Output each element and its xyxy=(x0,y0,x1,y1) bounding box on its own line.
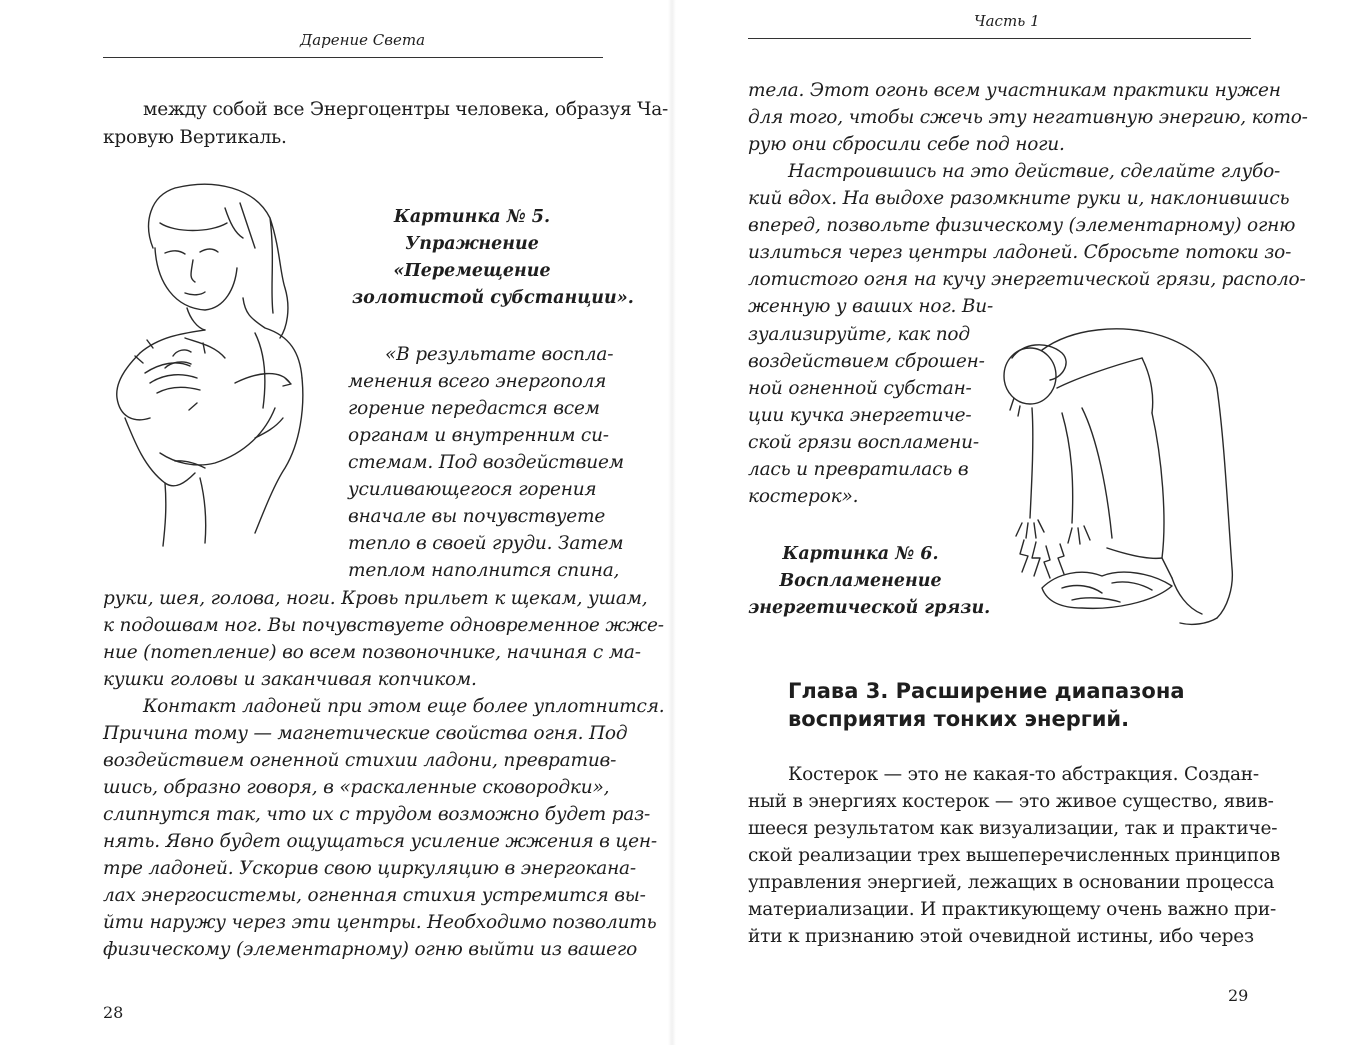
body-line: тепло в своей груди. Затем xyxy=(348,533,624,554)
woman-with-hands-on-chest-illustration xyxy=(105,178,320,548)
header-rule xyxy=(748,38,1251,39)
body-line: нять. Явно будет ощущаться усиление жжения в цен- xyxy=(103,831,657,852)
body-line: горение передастся всем xyxy=(348,398,600,419)
body-line: физическому (элементарному) огню выйти из вашего xyxy=(103,939,638,960)
body-line: органам и внутренним си- xyxy=(348,425,609,446)
caption-line: «Перемещение xyxy=(393,261,551,281)
body-line: ции кучка энергетиче- xyxy=(748,405,972,426)
caption-line: Картинка № 5. xyxy=(393,207,551,227)
body-line: руки, шея, голова, ноги. Кровь прильет к щекам, ушам, xyxy=(103,588,648,609)
chapter-heading-line: Глава 3. Расширение диапазона xyxy=(788,679,1185,703)
body-line: излиться через центры ладоней. Сбросьте потоки зо- xyxy=(748,242,1292,263)
body-line: лась и превратилась в xyxy=(748,459,969,480)
chapter-heading-line: восприятия тонких энергий. xyxy=(788,707,1130,731)
body-line: лах энергосистемы, огненная стихия устремится вы- xyxy=(103,885,646,906)
right-page xyxy=(672,0,1345,1045)
running-head: Дарение Света xyxy=(300,31,426,49)
body-line: ный в энергиях костерок — это живое существо, явив- xyxy=(748,791,1274,812)
body-line: воздействием огненной стихии ладони, превратив- xyxy=(103,750,617,771)
page-number: 28 xyxy=(103,1003,124,1022)
body-line: слипнутся так, что их с трудом возможно будет раз- xyxy=(103,804,651,825)
body-line: менения всего энергополя xyxy=(348,371,607,392)
body-line: управления энергией, лежащих в основании процесса xyxy=(748,872,1275,893)
body-line: стемам. Под воздействием xyxy=(348,452,624,473)
body-line: вначале вы почувствуете xyxy=(348,506,606,527)
body-line: шееся результатом как визуализации, так и практиче- xyxy=(748,818,1278,839)
body-line: зуализируйте, как под xyxy=(748,324,970,345)
body-line: ской грязи воспламени- xyxy=(748,432,979,453)
body-line: Костерок — это не какая-то абстракция. Создан- xyxy=(788,764,1259,785)
body-line: материализации. И практикующему очень важно при- xyxy=(748,899,1277,920)
running-head: Часть 1 xyxy=(974,12,1040,30)
body-line: тела. Этот огонь всем участникам практики нужен xyxy=(748,80,1281,101)
body-line: шись, образно говоря, в «раскаленные сковородки», xyxy=(103,777,610,798)
body-line: рую они сбросили себе под ноги. xyxy=(748,134,1065,155)
body-line: кий вдох. На выдохе разомкните руки и, наклонившись xyxy=(748,188,1290,209)
body-line: «В результате воспла- xyxy=(385,344,614,365)
body-line: вперед, позвольте физическому (элементарному) огню xyxy=(748,215,1296,236)
body-line: тре ладоней. Ускорив свою циркуляцию в энергокана- xyxy=(103,858,636,879)
body-line: ние (потепление) во всем позвоночнике, начиная с ма- xyxy=(103,642,641,663)
body-line: кушки головы и заканчивая копчиком. xyxy=(103,669,477,690)
page-number: 29 xyxy=(1228,986,1249,1005)
body-line: усиливающегося горения xyxy=(348,479,597,500)
body-line: Причина тому — магнетические свойства огня. Под xyxy=(103,723,628,744)
caption-line: золотистой субстанции». xyxy=(352,288,634,308)
body-line: ной огненной субстан- xyxy=(748,378,972,399)
left-page xyxy=(0,0,672,1045)
caption-line: Картинка № 6. xyxy=(782,544,939,564)
body-line: женную у ваших ног. Ви- xyxy=(748,296,994,317)
caption-line: Воспламенение xyxy=(779,571,942,591)
body-line: лотистого огня на кучу энергетической грязи, располо- xyxy=(748,269,1306,290)
body-line: йти к признанию этой очевидной истины, ибо через xyxy=(748,926,1254,947)
body-line: Настроившись на это действие, сделайте глубо- xyxy=(788,161,1281,182)
body-line: к подошвам ног. Вы почувствуете одновременное жже- xyxy=(103,615,664,636)
bending-figure-illustration xyxy=(1002,318,1252,636)
body-line: Контакт ладоней при этом еще более уплотнится. xyxy=(143,696,665,717)
body-line: между собой все Энергоцентры человека, образуя Ча- xyxy=(143,99,669,120)
body-line: кровую Вертикаль. xyxy=(103,127,287,148)
caption-line: энергетической грязи. xyxy=(748,598,991,618)
body-line: воздействием сброшен- xyxy=(748,351,985,372)
body-line: ской реализации трех вышеперечисленных принципов xyxy=(748,845,1281,866)
caption-line: Упражнение xyxy=(405,234,539,254)
body-line: для того, чтобы сжечь эту негативную энергию, кото- xyxy=(748,107,1308,128)
header-rule xyxy=(103,57,603,58)
body-line: йти наружу через эти центры. Необходимо позволить xyxy=(103,912,657,933)
body-line: теплом наполнится спина, xyxy=(348,560,620,581)
body-line: костерок». xyxy=(748,486,859,507)
